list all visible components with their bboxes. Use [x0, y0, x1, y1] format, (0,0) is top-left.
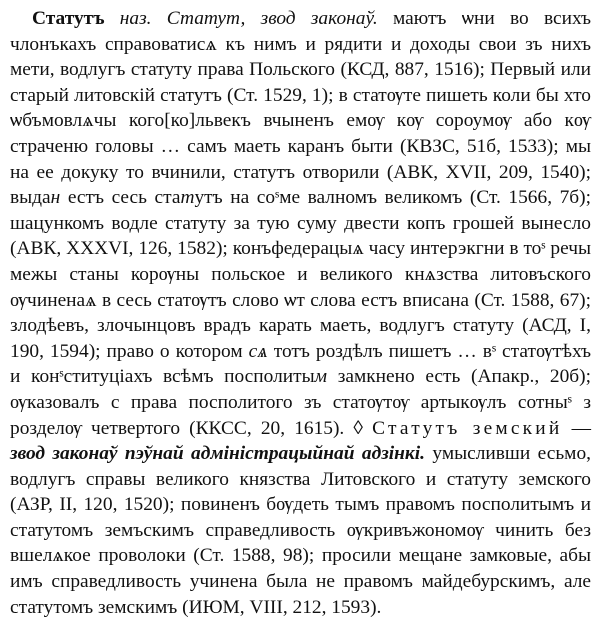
italic-restoration-3: сѧ: [242, 340, 268, 362]
headword-gloss: Статут, звод законаў.: [166, 8, 378, 29]
subentry-dash: —: [562, 417, 591, 439]
italic-restoration-2: т: [180, 187, 195, 209]
subentry-term: Статутъ земский: [372, 417, 563, 439]
headword: Статутъ: [32, 8, 105, 29]
citations-part-6: умысливши есьмо, водлугъ справы великого князства Литовского и статуту земского (АЗР, ІІ, 120, 1520); повиненъ бѹдеть тымъ правомъ посполитымъ и статутомъ земъскимъ справедливость ѹкривъжономѹ чинить без вшелѧкое проволоки (Ст. 1588, 98); просили мещане замковые, абы имъ справедливость учинена была не правомъ майдебурскимъ, але статутомъ земскимъ (ИЮМ, VIII, 212, 1593).: [10, 443, 591, 618]
citations-part-1: маютъ ѡни во всихъ члонъкахъ справоватисѧ къ нимъ и рядити и доходы свои зъ нихъ мети, водлугъ статуту права Польского (КСД, 887, 1516); Первый или старый литовскій статутъ (Ст. 1529, 1); в статѹте пишеть коли бы хто ѡбъмовлѧчы кого[ко]львекъ вчыненъ емѹ кѹ сороумѹ або кѹ страченю головы … самъ маеть каранъ быти (КВЗС, 51б, 1533); мы на ее докуку то вчинили, статутъ отворили (АВК, XVII, 209, 1540); выда: [10, 8, 591, 209]
subentry-gloss: звод законаў пэўнай адміністрацыйнай адзінкі.: [10, 443, 425, 465]
citations-part-3: утъ на соˢме валномъ великомъ (Ст. 1566, 7б); шацункомъ водле статуту за тую суму двести копъ грошей вынесло (АВК, XXXVI, 126, 1582); конъфедерацыѧ часу интерэкгни в тоˢ речы межы станы корѹны польское и великого кнѧзства литовъского ѹчиненаѧ в сесь статѹтъ слово ѡт слова естъ вписана (Ст. 1588, 67); злодѣевъ, злочынцовъ врадъ карать маеть, водлугъ статуту (АСД, І, 190, 1594); право о котором: [10, 187, 592, 362]
citations-part-2: естъ сесь ста: [60, 187, 181, 209]
gloss-label: наз.: [119, 8, 152, 29]
italic-restoration-4: м: [314, 366, 328, 388]
citations-part-5: замкнено есть (Апакр., 20б); ѹказовалъ с права посполитого зъ статѹтѹ артыкѹлъ сотныˢ з розделѹ четвертого (ККСС, 20, 1615). ◊: [10, 366, 591, 439]
italic-restoration-1: н: [50, 187, 61, 209]
citations-part-4: тотъ роздѣлъ пишетъ … вˢ статѹтѣхъ и конˢституціахъ всѣмъ посполиты: [10, 340, 591, 388]
